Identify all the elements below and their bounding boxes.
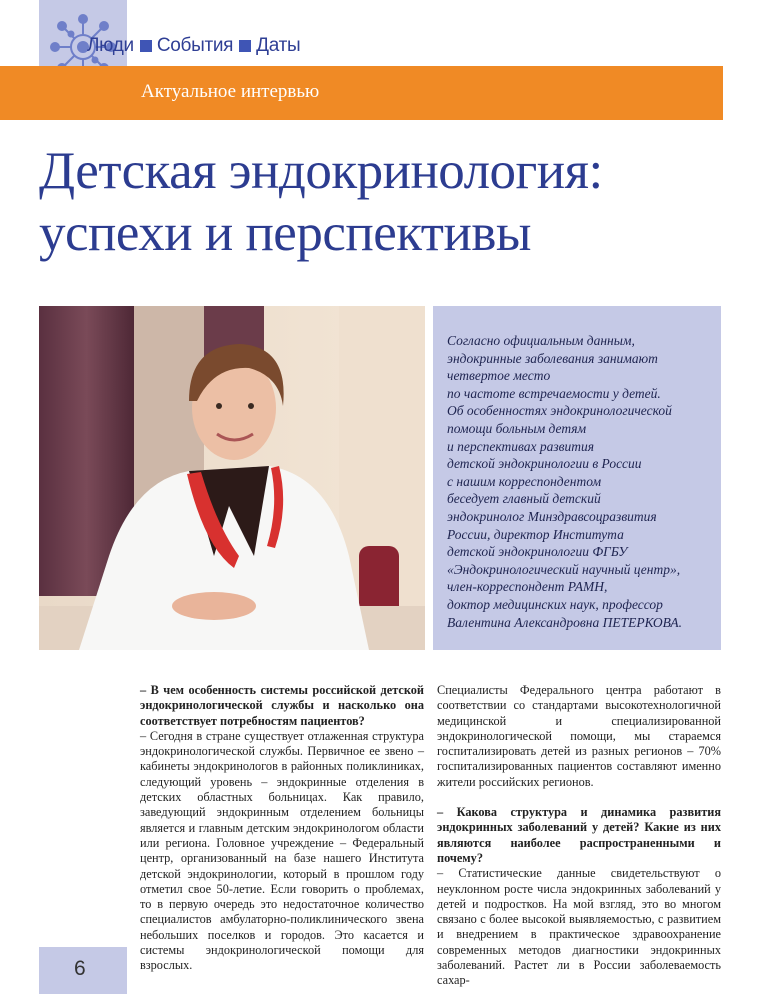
lead-line: «Эндокринологический научный центр», (447, 561, 681, 577)
answer-1: – Сегодня в стране существует отлаженная структура эндокринологической службы. Первичное ее звено – кабинеты эндокринологов в районных поликлиниках, следующий уровень – эндокринные отделения в детских областных больницах. Как правило, заведующий эндокринным отделением больницы является и главным детским эндокринологом области или региона. Головное учреждение – Федеральный центр, организованный на базе нашего Института детской эндокринологии, который в прошлом году отметил свое 50-летие. Если говорить о проблемах, то в первую очередь это недостаточное количество специалистов амбулаторно-поликлинического звена небольших поселков и городов. Это касается и системы эндокринологической помощи для взрослых. (140, 728, 424, 973)
interviewee-photo (39, 306, 425, 650)
lead-line: России, директор Института (447, 526, 624, 542)
article-column-right (437, 683, 721, 989)
lead-line: помощи больным детям (447, 420, 587, 436)
lead-line: эндокринные заболевания занимают (447, 350, 658, 366)
article-title (39, 140, 729, 264)
lead-line: по частоте встречаемости у детей. (447, 385, 661, 401)
nav-item-dates: Даты (256, 35, 301, 56)
lead-text (447, 332, 717, 631)
page-number-box (39, 947, 127, 994)
lead-line: и перспективах развития (447, 438, 595, 454)
article-title-line-2: успехи и перспективы (39, 204, 531, 262)
lead-box (433, 306, 721, 650)
lead-line: четвертое место (447, 368, 551, 384)
lead-line: доктор медицинских наук, профессор (447, 596, 663, 612)
nav-square-icon (140, 40, 152, 52)
nav-item-events: События (156, 35, 234, 56)
section-label: Актуальное интервью (141, 81, 320, 102)
lead-line: Согласно официальным данным, (447, 333, 635, 348)
article-column-left (140, 683, 424, 974)
section-banner (0, 66, 723, 120)
question-2: – Какова структура и динамика развития эндокринных заболеваний у детей? Какие из них являются наиболее распространенными и почему? (437, 805, 721, 865)
section-nav (87, 34, 300, 58)
page-number: 6 (74, 957, 86, 980)
article-title-line-1: Детская эндокринология: (39, 142, 603, 200)
lead-line: член-корреспондент РАМН, (447, 579, 608, 595)
lead-line: эндокринолог Минздравсоцразвития (447, 508, 657, 524)
lead-line: Валентина Александровна ПЕТЕРКОВА. (447, 614, 683, 630)
lead-line: беседует главный детский (447, 491, 601, 507)
answer-1-continued: Специалисты Федерального центра работают в соответствии со стандартами высокотехнологичной медицинской и специализированной эндокринологической помощи, мы стараемся госпитализировать детей из разных регионов – 70% госпитализированных пациентов составляют именно жители российских регионов. (437, 683, 721, 789)
nav-square-icon (239, 40, 251, 52)
nav-item-people: Люди (87, 35, 134, 56)
lead-line: с нашим корреспондентом (447, 473, 602, 489)
lead-line: детской эндокринологии в России (447, 456, 642, 472)
lead-line: детской эндокринологии ФГБУ (447, 544, 628, 560)
lead-line: Об особенностях эндокринологической (447, 403, 672, 419)
question-1: – В чем особенность системы российской детской эндокринологической службы и насколько она соответствует потребностям пациентов? (140, 683, 424, 728)
answer-2: – Статистические данные свидетельствуют о неуклонном росте числа эндокринных заболеваний у детей и подростков. На мой взгляд, это во многом связано с более высокой выявляемостью, с развитием и внедрением в практическое здравоохранение современных методов диагностики эндокринных заболеваний. Растет ли в России заболеваемость сахар- (437, 866, 721, 988)
